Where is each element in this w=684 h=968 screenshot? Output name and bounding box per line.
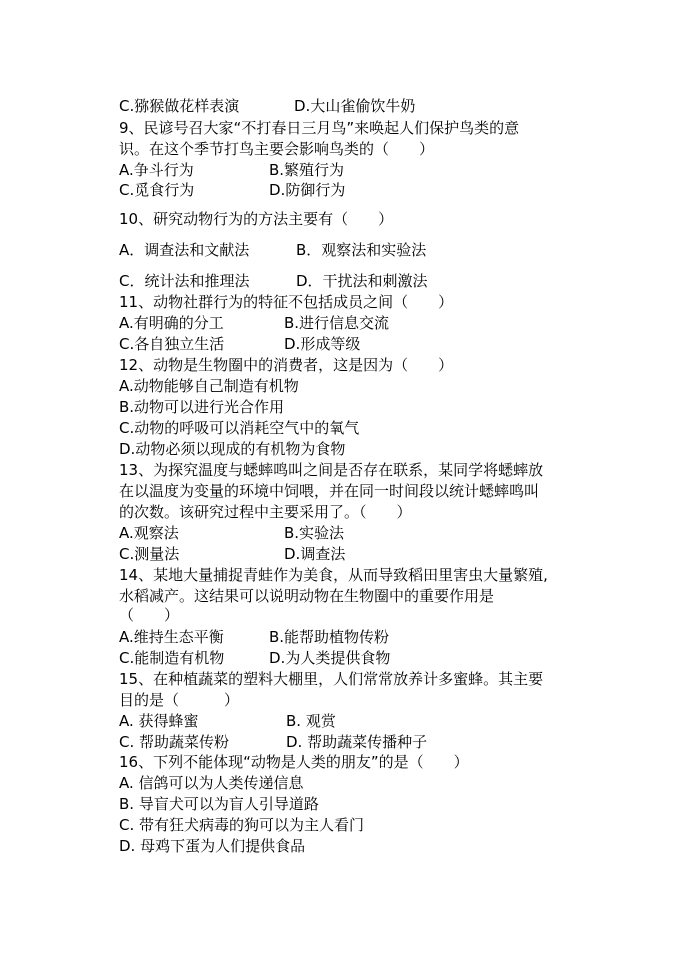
q13-options-row1 xyxy=(119,523,579,543)
q9-option-d: D.防御行为 xyxy=(269,181,346,199)
q10-option-c: C．统计法和推理法 xyxy=(119,272,250,290)
q11-stem: 11、动物社群行为的特征不包括成员之间（ ） xyxy=(119,293,454,311)
q10-option-a: A．调查法和文献法 xyxy=(119,241,250,259)
q11-options-row1 xyxy=(119,313,579,333)
q11-option-a: A.有明确的分工 xyxy=(119,314,224,332)
q14-stem-line3: （ ） xyxy=(119,606,180,624)
q16-option-c: C. 带有狂犬病毒的狗可以为主人看门 xyxy=(119,816,365,834)
q16-option-d: D. 母鸡下蛋为人们提供食品 xyxy=(119,837,306,855)
q13-stem-line1: 13、为探究温度与蟋蟀鸣叫之间是否存在联系，某同学将蟋蟀放 xyxy=(119,461,544,479)
q13-stem-line3: 的次数。该研究过程中主要采用了。（ ） xyxy=(119,503,412,521)
q15-option-b: B. 观赏 xyxy=(286,712,336,730)
q15-stem-line1: 15、在种植蔬菜的塑料大棚里，人们常常放养计多蜜蜂。其主要 xyxy=(119,670,544,688)
q9-stem-line2: 识。在这个季节打鸟主要会影响鸟类的（ ） xyxy=(119,140,435,158)
q13-stem-line2: 在以温度为变量的环境中饲喂，并在同一时间段以统计蟋蟀鸣叫 xyxy=(119,482,540,500)
q15-stem-line2: 目的是（ ） xyxy=(119,691,240,709)
q13-option-b: B.实验法 xyxy=(284,524,345,542)
q10-options-row1 xyxy=(119,240,579,260)
q13-option-a: A.观察法 xyxy=(119,524,179,542)
q11-options-row2 xyxy=(119,334,579,354)
q13-option-c: C.测量法 xyxy=(119,545,180,563)
option-d: D.大山雀偷饮牛奶 xyxy=(294,97,416,115)
q14-options-row2 xyxy=(119,648,579,668)
q9-options-row2 xyxy=(119,180,579,200)
q12-stem: 12、动物是生物圈中的消费者，这是因为（ ） xyxy=(119,356,454,374)
q9-option-a: A.争斗行为 xyxy=(119,161,194,179)
q14-option-d: D.为人类提供食物 xyxy=(269,649,391,667)
q14-option-a: A.维持生态平衡 xyxy=(119,628,224,646)
q15-option-a: A. 获得蜂蜜 xyxy=(119,712,199,730)
q12-option-a: A.动物能够自己制造有机物 xyxy=(119,377,299,395)
q12-option-d: D.动物必须以现成的有机物为食物 xyxy=(119,440,346,458)
q14-option-c: C.能制造有机物 xyxy=(119,649,225,667)
q10-option-d: D．干扰法和刺激法 xyxy=(296,272,428,290)
q9-options-row1 xyxy=(119,160,579,180)
q15-option-d: D. 帮助蔬菜传播种子 xyxy=(286,733,428,751)
option-c: C.猕猴做花样表演 xyxy=(119,97,240,115)
q11-option-d: D.形成等级 xyxy=(284,335,361,353)
q14-option-b: B.能帮助植物传粉 xyxy=(269,628,390,646)
q11-option-b: B.进行信息交流 xyxy=(284,314,390,332)
q12-option-c: C.动物的呼吸可以消耗空气中的氧气 xyxy=(119,419,360,437)
q10-option-b: B．观察法和实验法 xyxy=(296,241,427,259)
carryover-options-row xyxy=(119,96,579,116)
q14-stem-line1: 14、某地大量捕捉青蛙作为美食，从而导致稻田里害虫大量繁殖, xyxy=(119,566,548,584)
q13-options-row2 xyxy=(119,544,579,564)
q15-option-c: C. 帮助蔬菜传粉 xyxy=(119,733,230,751)
q10-options-row2 xyxy=(119,271,579,291)
q15-options-row2 xyxy=(119,732,579,752)
q9-option-b: B.繁殖行为 xyxy=(269,161,345,179)
q16-option-b: B. 导盲犬可以为盲人引导道路 xyxy=(119,795,319,813)
q13-option-d: D.调查法 xyxy=(284,545,346,563)
q10-stem: 10、研究动物行为的方法主要有（ ） xyxy=(119,210,394,228)
q12-option-b: B.动物可以进行光合作用 xyxy=(119,398,285,416)
q16-stem: 16、下列不能体现“动物是人类的朋友”的是（ ） xyxy=(119,753,469,771)
q9-option-c: C.觅食行为 xyxy=(119,181,195,199)
q14-stem-line2: 水稻减产。这结果可以说明动物在生物圈中的重要作用是 xyxy=(119,587,495,605)
q14-options-row1 xyxy=(119,627,579,647)
q15-options-row1 xyxy=(119,711,579,731)
q16-option-a: A. 信鸽可以为人类传递信息 xyxy=(119,774,304,792)
q11-option-c: C.各自独立生活 xyxy=(119,335,225,353)
q9-stem-line1: 9、民谚号召大家“不打春日三月鸟”来唤起人们保护鸟类的意 xyxy=(119,119,520,137)
